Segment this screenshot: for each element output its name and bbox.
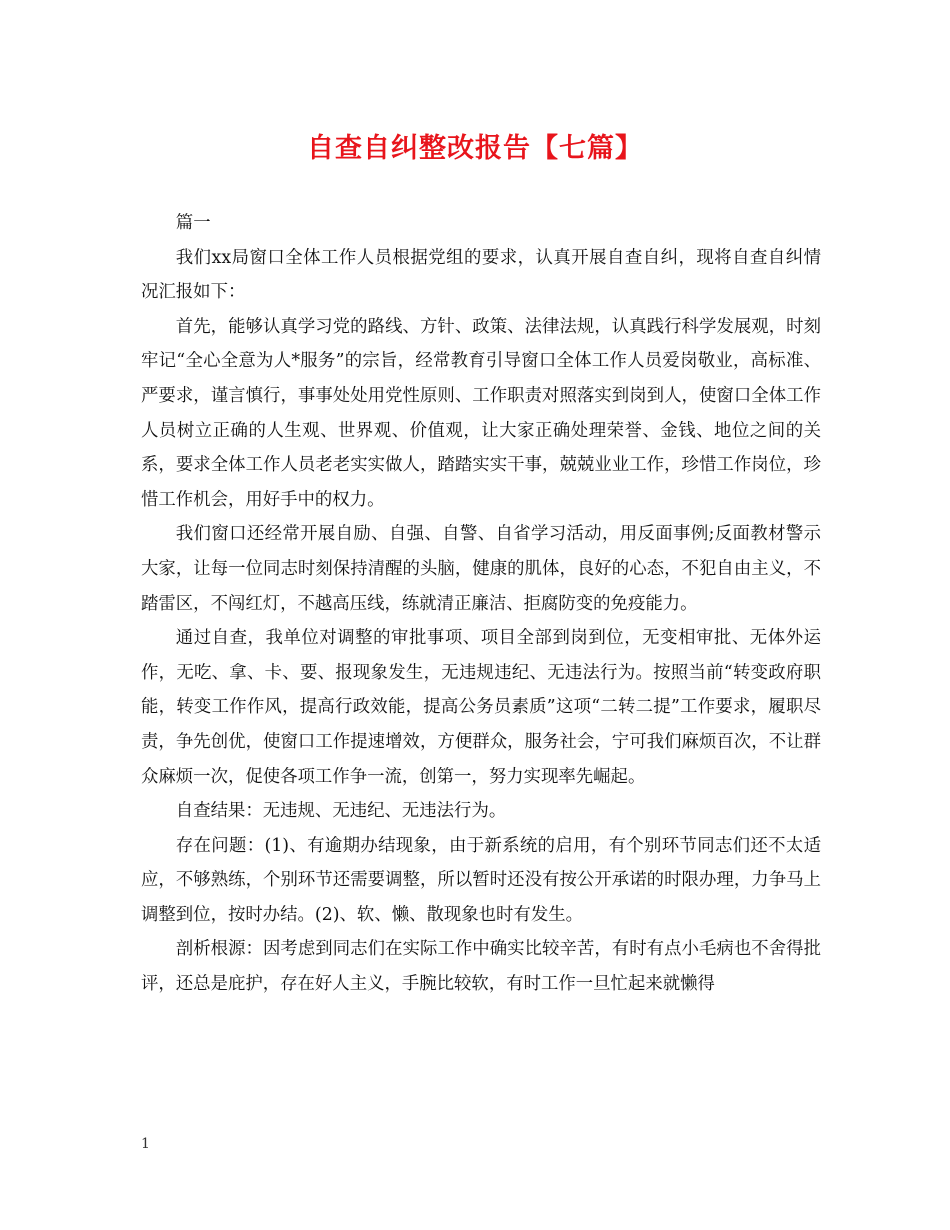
paragraph-first: 首先，能够认真学习党的路线、方针、政策、法律法规，认真践行科学发展观，时刻牢记“全心全意为人*服务”的宗旨，经常教育引导窗口全体工作人员爱岗敬业，高标准、严要求，谨言慎行，事事处处用党性原则、工作职责对照落实到岗到人，使窗口全体工作人员树立正确的人生观、世界观、价值观，让大家正确处理荣誉、金钱、地位之间的关系，要求全体工作人员老老实实做人，踏踏实实干事，兢兢业业工作，珍惜工作岗位，珍惜工作机会，用好手中的权力。 [141, 316, 821, 510]
paragraph-root-cause: 剖析根源：因考虑到同志们在实际工作中确实比较辛苦，有时有点小毛病也不舍得批评，还总是庇护，存在好人主义，手腕比较软，有时工作一旦忙起来就懒得 [141, 939, 821, 995]
document-title: 自查自纠整改报告【七篇】 [307, 133, 643, 164]
paragraph-selfcheck: 通过自查，我单位对调整的审批事项、项目全部到岗到位，无变相审批、无体外运作，无吃、拿、卡、要、报现象发生，无违规违纪、无违法行为。按照当前“转变政府职能，转变工作作风，提高行政效能，提高公务员素质”这项“二转二提”工作要求，履职尽责，争先创优，使窗口工作提速增效，方便群众，服务社会，宁可我们麻烦百次，不让群众麻烦一次，促使各项工作争一流，创第一，努力实现率先崛起。 [141, 628, 821, 787]
section-heading: 篇一 [175, 213, 211, 233]
page-number: 1 [141, 1136, 150, 1152]
paragraph-result: 自查结果：无违规、无违纪、无违法行为。 [175, 801, 507, 822]
paragraph-problems: 存在问题：(1)、有逾期办结现象，由于新系统的启用，有个别环节同志们还不太适应，不够熟练，个别环节还需要调整，所以暂时还没有按公开承诺的时限办理，力争马上调整到位，按时办结。(2)、软、懒、散现象也时有发生。 [141, 835, 821, 925]
paragraph-intro: 我们xx局窗口全体工作人员根据党组的要求，认真开展自查自纠，现将自查自纠情况汇报如下： [141, 247, 821, 303]
document-body [141, 206, 821, 1002]
paragraph-study: 我们窗口还经常开展自励、自强、自警、自省学习活动，用反面事例;反面教材警示大家，让每一位同志时刻保持清醒的头脑，健康的肌体，良好的心态，不犯自由主义，不踏雷区，不闯红灯，不越高压线，练就清正廉洁、拒腐防变的免疫能力。 [141, 524, 821, 614]
